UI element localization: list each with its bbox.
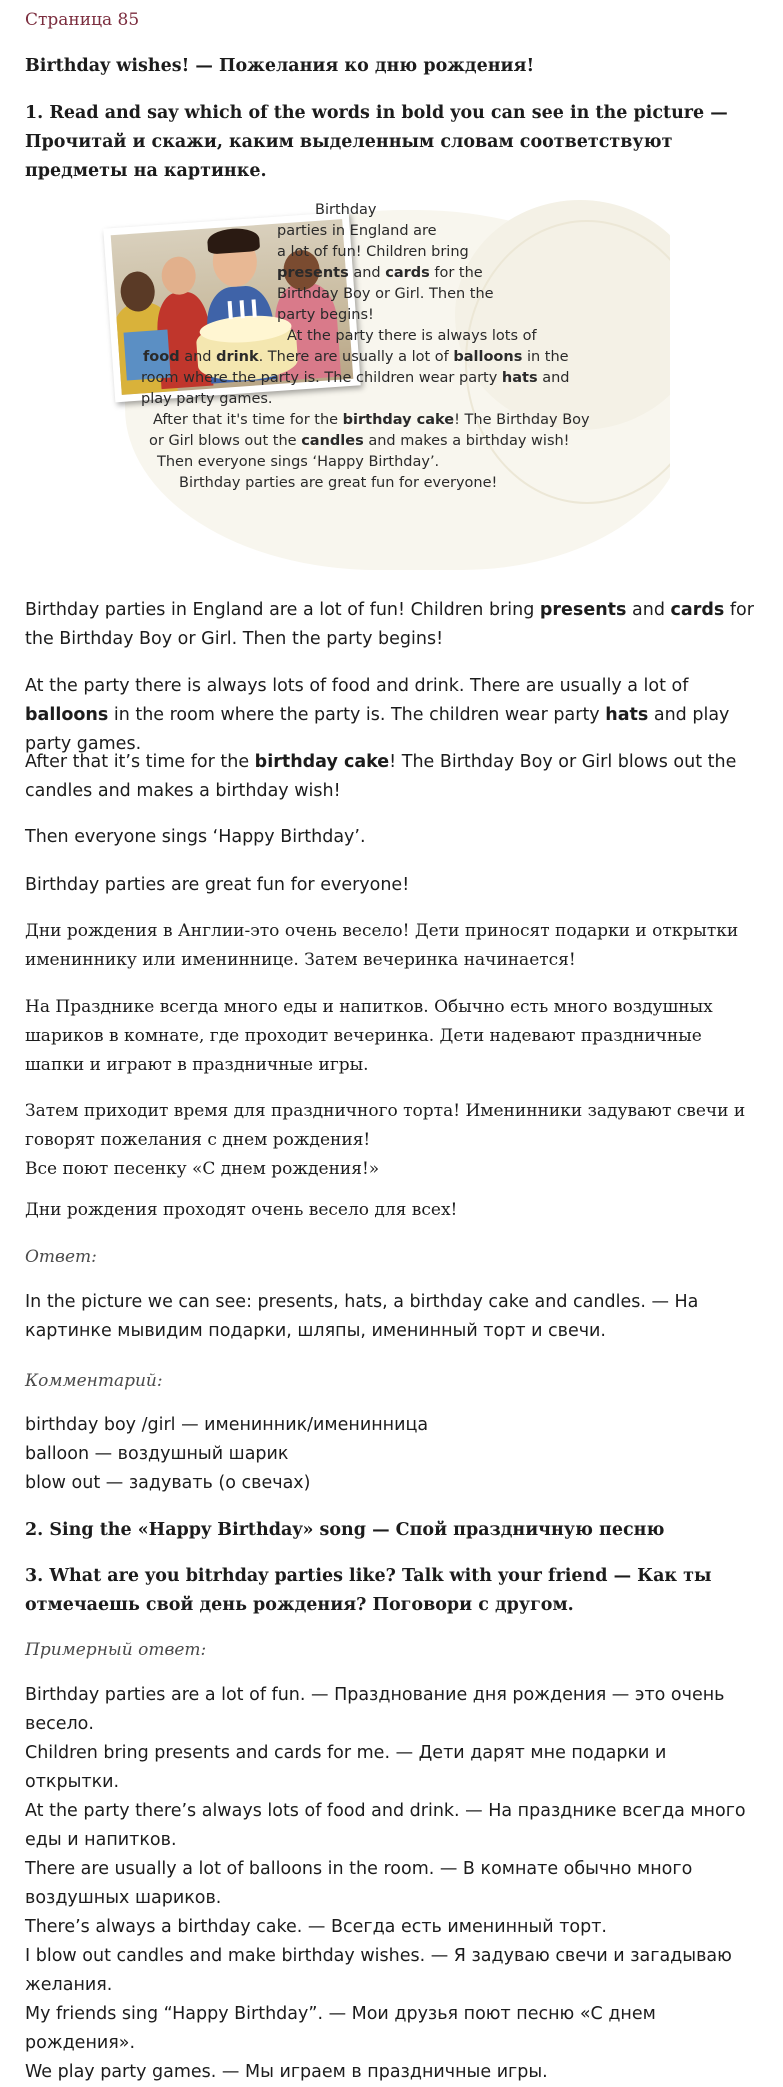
sample-line: There are usually a lot of balloons in the room. — В комнате обычно много воздушных шариков. <box>25 1859 693 1908</box>
illustration-line: room where the party is. The children wear party hats and <box>141 370 570 386</box>
vocab-item: blow out — задувать (о свечах) <box>25 1473 311 1493</box>
answer-label: Ответ: <box>25 1247 97 1267</box>
bold-word: birthday cake <box>342 412 455 428</box>
sample-line: At the party there’s always lots of food and drink. — На празднике всегда много еды и напитков. <box>25 1801 746 1850</box>
illustration-line: Then everyone sings ‘Happy Birthday’. <box>157 454 440 470</box>
bold-word: hats <box>605 705 649 725</box>
illustration-line: play party games. <box>141 391 273 407</box>
en-paragraph-3: After that it’s time for the birthday cake! The Birthday Boy or Girl blows out the candles and makes a birthday wish! <box>25 752 737 801</box>
bold-word: food <box>143 349 180 365</box>
bold-word: cards <box>385 265 430 281</box>
en-paragraph-5: Birthday parties are great fun for everyone! <box>25 875 410 895</box>
bold-word: balloons <box>25 705 109 725</box>
task-3-heading: 3. What are you bitrhday parties like? Talk with your friend — Как ты отмечаешь свой день рождения? Поговори с другом. <box>25 1566 712 1615</box>
bold-word: birthday cake <box>254 752 390 772</box>
bold-word: cards <box>670 600 725 620</box>
sample-line: There’s always a birthday cake. — Всегда есть именинный торт. <box>25 1917 607 1937</box>
sample-line: We play party games. — Мы играем в праздничные игры. <box>25 2062 548 2082</box>
ru-paragraph-2: На Празднике всегда много еды и напитков. Обычно есть много воздушных шариков в комнате, где проходит вечеринка. Дети надевают праздничные шапки и играют в праздничные игры. <box>25 997 713 1075</box>
comment-label: Комментарий: <box>25 1371 163 1391</box>
vocab-item: birthday boy /girl — именинник/именинница <box>25 1415 429 1435</box>
en-paragraph-1: Birthday parties in England are a lot of fun! Children bring presents and cards for the Birthday Boy or Girl. Then the party begins! <box>25 600 754 649</box>
page-number-label: Страница 85 <box>25 10 140 30</box>
illustration-line: presents and cards for the <box>277 265 483 281</box>
illustration-line: parties in England are <box>277 223 437 239</box>
sample-line: Children bring presents and cards for me. — Дети дарят мне подарки и открытки. <box>25 1743 667 1792</box>
illustration-line: Birthday <box>315 202 377 218</box>
bold-word: candles <box>301 433 364 449</box>
bold-word: balloons <box>453 349 523 365</box>
sample-line: My friends sing “Happy Birthday”. — Мои друзья поют песню «С днем рождения». <box>25 2004 656 2053</box>
illustration-line: Birthday Boy or Girl. Then the <box>277 286 494 302</box>
page-title: Birthday wishes! — Пожелания ко дню рождения! <box>25 56 535 76</box>
sample-answer-label: Примерный ответ: <box>25 1640 207 1660</box>
sample-line: I blow out candles and make birthday wishes. — Я задуваю свечи и загадываю желания. <box>25 1946 732 1995</box>
illustration-line: After that it's time for the birthday cake! The Birthday Boy <box>153 412 590 428</box>
task-2-heading: 2. Sing the «Happy Birthday» song — Спой праздничную песню <box>25 1520 665 1540</box>
illustration-line: party begins! <box>277 307 374 323</box>
vocab-list <box>25 1411 760 1498</box>
sample-line: Birthday parties are a lot of fun. — Празднование дня рождения — это очень весело. <box>25 1685 725 1734</box>
ru-paragraph-4: Дни рождения проходят очень весело для всех! <box>25 1200 458 1220</box>
illustration-line: Birthday parties are great fun for everyone! <box>179 475 498 491</box>
illustration-line: a lot of fun! Children bring <box>277 244 469 260</box>
ru-paragraph-3: Затем приходит время для праздничного торта! Именинники задувают свечи и говорят пожелания с днем рождения! Все поют песенку «С днем рождения!» <box>25 1101 746 1179</box>
bold-word: drink <box>216 349 259 365</box>
bold-word: hats <box>501 370 538 386</box>
vocab-item: balloon — воздушный шарик <box>25 1444 289 1464</box>
task-1-heading: 1. Read and say which of the words in bold you can see in the picture — Прочитай и скажи, каким выделенным словам соответствуют предметы на картинке. <box>25 103 728 181</box>
illustration-line: food and drink. There are usually a lot of balloons in the <box>143 349 569 365</box>
answer-text: In the picture we can see: presents, hats, a birthday cake and candles. — На картинке мывидим подарки, шляпы, именинный торт и свечи. <box>25 1292 699 1341</box>
child-hair <box>207 227 261 255</box>
bold-word: presents <box>539 600 627 620</box>
ru-paragraph-1: Дни рождения в Англии-это очень весело! Дети приносят подарки и открытки имениннику или имениннице. Затем вечеринка начинается! <box>25 921 739 970</box>
en-paragraph-4: Then everyone sings ‘Happy Birthday’. <box>25 827 366 847</box>
illustration-line: At the party there is always lots of <box>287 328 537 344</box>
en-paragraph-2: At the party there is always lots of food and drink. There are usually a lot of balloons in the room where the party is. The children wear party hats and play party games. <box>25 676 730 754</box>
illustration-line: or Girl blows out the candles and makes a birthday wish! <box>149 433 570 449</box>
bold-word: presents <box>277 265 349 281</box>
textbook-illustration <box>95 200 670 578</box>
child-face <box>160 256 197 296</box>
sample-answer-list <box>25 1681 760 2087</box>
